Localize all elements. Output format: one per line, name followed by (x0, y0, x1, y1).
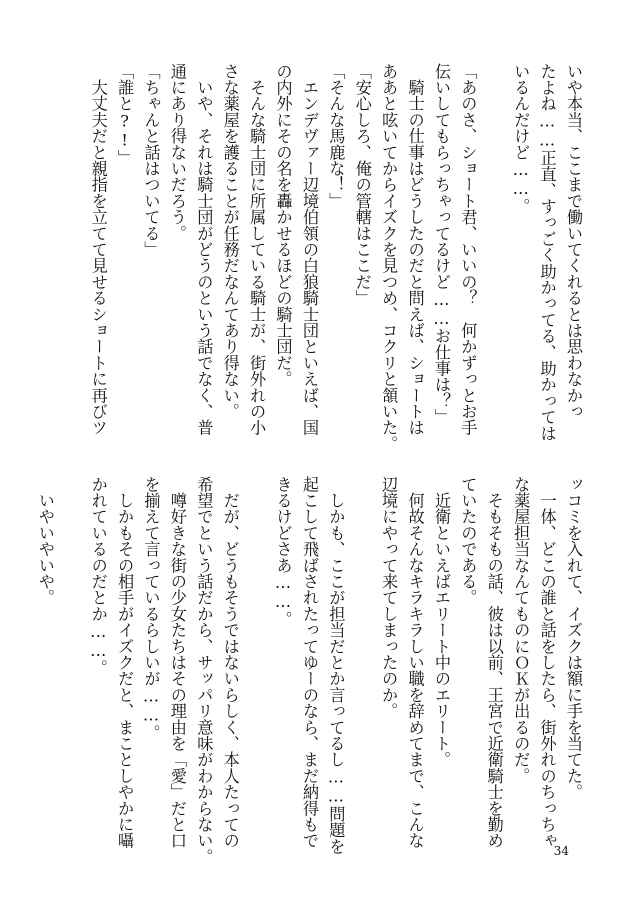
text-line: 大丈夫だと親指を立てて見せるショートに再びツ (88, 63, 108, 436)
text-line: 起こして飛ばされたってゆーのなら、まだ納得もで (299, 476, 319, 849)
text-line: 辺境にやって来てしまったのか。 (379, 476, 399, 719)
text-line: 噂好きな街の少女たちはその理由を「愛」だと口 (167, 476, 187, 849)
text-line: 「あのさ、ショート君、いいの？ 何かずっとお手 (458, 63, 478, 436)
text-line: ああと呟いてからイズクを見つめ、コクリと頷いた。 (379, 63, 399, 452)
text-line: 「ちゃんと話はついてる」 (141, 63, 161, 258)
text-line: 騎士の仕事はどうしたのだと問えば、ショートは (405, 63, 425, 436)
text-line: そんな騎士団に所属している騎士が、街外れの小 (247, 63, 267, 436)
text-line: 伝いしてもらっちゃってるけど……お仕事は？」 (431, 63, 451, 425)
page-number: 34 (553, 844, 569, 858)
text-line: いやいやいや。 (35, 476, 55, 606)
text-line: 近衛といえばエリート中のエリート。 (431, 476, 451, 768)
text-line: 「誰と?!」 (115, 63, 135, 166)
text-line: きるけどさあ……。 (273, 476, 293, 628)
text-line: いるんだけど……。 (511, 63, 531, 215)
text-line: の内外にその名を轟かせるほどの騎士団だ。 (273, 63, 293, 387)
text-line: 「そんな馬鹿な！」 (326, 63, 346, 209)
text-line: 「安心しろ、俺の管轄はここだ」 (352, 63, 372, 306)
text-line: 何故そんなキラキラしい職を辞めてまで、こんな (405, 476, 425, 849)
text-line: ていたのである。 (458, 476, 478, 606)
text-line: だが、どうもそうではないらしく、本人たっての (220, 476, 240, 849)
text-line: な薬屋担当なんてものにＯＫが出るのだ。 (511, 476, 531, 784)
text-line: しかもその相手がイズクだと、まことしやかに囁 (115, 476, 135, 849)
text-line: 通にあり得ないだろう。 (167, 63, 187, 242)
text-line (348, 476, 374, 836)
text-line (243, 476, 269, 836)
text-line: しかも、ここが担当だとか言ってるし……問題を (326, 476, 346, 855)
text-line: を揃えて言っているらしいが……。 (141, 476, 161, 741)
text-line: ッコミを入れて、イズクは額に手を当てた。 (564, 476, 583, 800)
text-line (58, 476, 84, 836)
text-line: 一体、どこの誰と話をしたら、街外れのちっちゃ (537, 476, 557, 849)
text-line: たよね……正直、すっごく助かってる、助かっては (537, 63, 557, 442)
text-line: かれているのだとか……。 (88, 476, 108, 676)
text-line (480, 63, 506, 423)
text-line: エンデヴァー辺境伯領の白狼騎士団といえば、国 (299, 63, 319, 436)
text-line: いや、それは騎士団がどうのという話でなく、普 (194, 63, 214, 436)
text-line: そもそもの話、彼は以前、王宮で近衛騎士を勤め (484, 476, 504, 849)
text-block-upper (84, 63, 586, 452)
text-line: さな薬屋を護ることが任務だなんてあり得ない。 (220, 63, 240, 420)
text-line: いや本当、ここまで働いてくれるとは思わなかっ (564, 63, 583, 420)
text-line: 希望でという話だから、サッパリ意味がわからない。 (194, 476, 214, 865)
